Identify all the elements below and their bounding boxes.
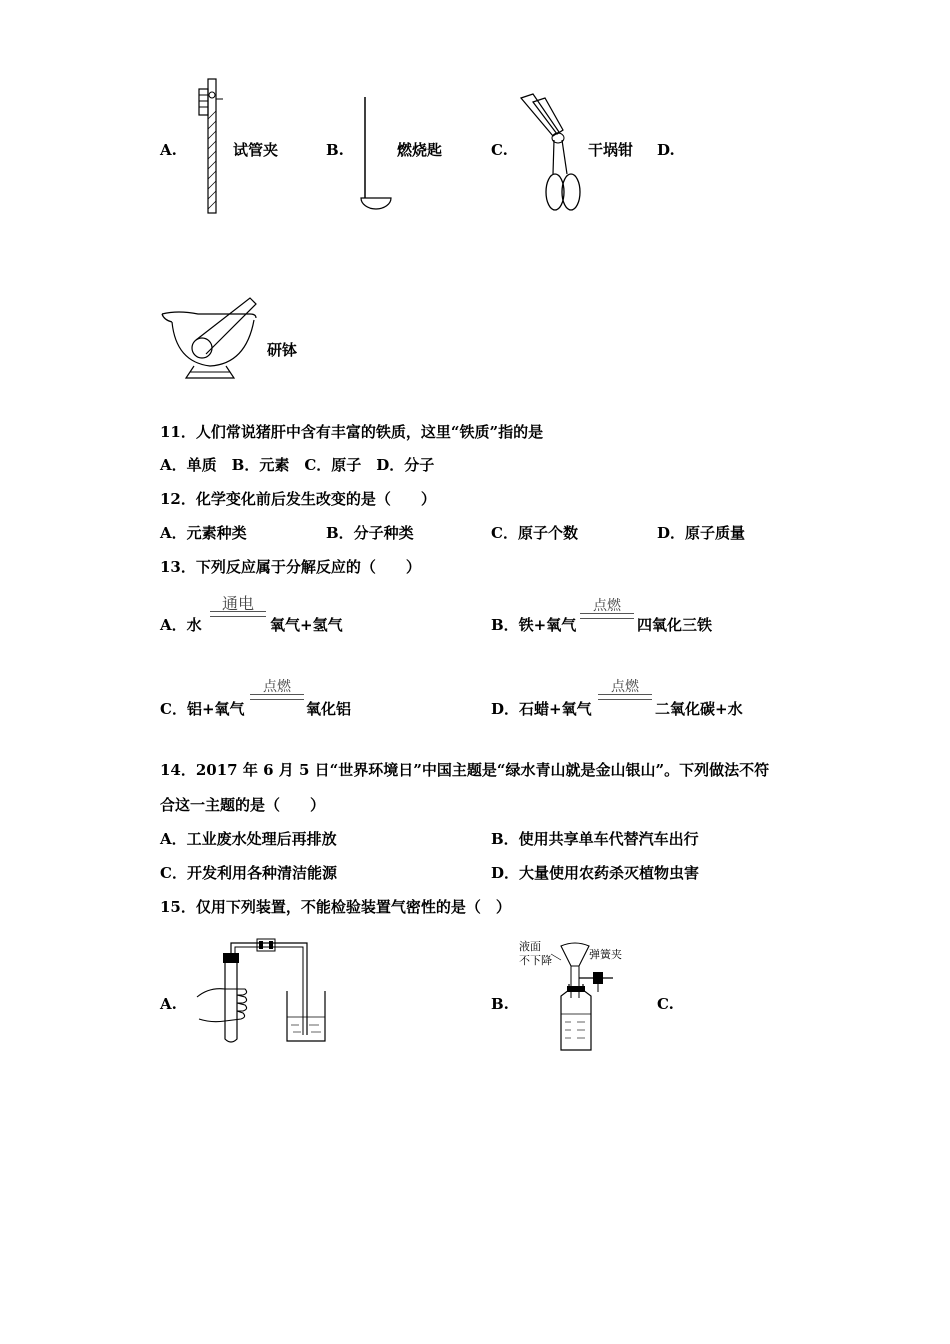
q10-option-c-letter: C.: [491, 141, 508, 159]
q15-option-b-note-line1: 液面: [519, 940, 541, 953]
q13-option-c-equals-sign: [250, 694, 304, 700]
q15-option-c-letter: C.: [657, 995, 674, 1013]
q13-option-a-equals-sign: [210, 611, 266, 617]
q13-option-d-reactants: D．石蜡+氧气: [491, 700, 592, 718]
q13-option-d-condition: 点燃: [611, 679, 639, 695]
q13-option-b-equals-sign: [580, 613, 634, 619]
q10-option-a-label: 试管夹: [233, 141, 279, 159]
q13-option-b-reactants: B．铁+氧气: [491, 616, 577, 634]
q13-option-c-reactants: C．铝+氧气: [160, 700, 245, 718]
q10-option-b-label: 燃烧匙: [397, 141, 443, 159]
crucible-tongs-illustration: [515, 92, 590, 217]
q15-stem: 15．仅用下列装置，不能检验装置气密性的是（ ）: [160, 898, 511, 916]
q13-option-a-products: 氧气+氢气: [270, 616, 343, 634]
q12-option-a: A．元素种类: [160, 524, 247, 542]
q15-option-b-note-line2: 不下降: [519, 954, 552, 967]
q10-option-d-letter: D.: [657, 141, 675, 159]
combustion-spoon-illustration: [355, 95, 395, 217]
q14-stem-line2: 合这一主题的是（ ）: [160, 796, 326, 814]
q11-stem: 11．人们常说猪肝中含有丰富的铁质，这里“铁质”指的是: [160, 423, 544, 441]
q10-option-a-letter: A.: [160, 141, 177, 159]
q15-option-a-letter: A.: [160, 995, 177, 1013]
q13-option-d-equals-sign: [598, 694, 652, 700]
hand-warmed-test-tube-apparatus: [195, 935, 330, 1047]
q14-option-a: A．工业废水处理后再排放: [160, 830, 337, 848]
mortar-and-pestle-illustration: [158, 292, 266, 387]
q15-option-b-letter: B.: [491, 995, 509, 1013]
q13-option-c-products: 氧化铝: [306, 700, 352, 718]
q10-option-d-label: 研钵: [267, 341, 298, 359]
q11-options: A．单质 B．元素 C．原子 D．分子: [160, 456, 435, 474]
test-tube-holder-illustration: [195, 75, 230, 217]
q14-option-c: C．开发利用各种清洁能源: [160, 864, 337, 882]
q10-option-b-letter: B.: [326, 141, 344, 159]
q13-stem: 13．下列反应属于分解反应的（ ）: [160, 558, 421, 576]
q13-option-a-condition: 通电: [221, 594, 254, 613]
q12-option-d: D．原子质量: [657, 524, 746, 542]
q13-option-b-condition: 点燃: [593, 598, 621, 614]
q13-option-a-reactants: A．水: [160, 616, 202, 634]
q15-option-b-clamp-label: 弹簧夹: [589, 948, 622, 961]
q14-stem-line1: 14．2017 年 6 月 5 日“世界环境日”中国主题是“绿水青山就是金山银山”。下列做法不符: [160, 761, 770, 779]
q13-option-d-products: 二氧化碳+水: [655, 700, 743, 718]
q12-option-b: B．分子种类: [326, 524, 414, 542]
q14-option-b: B．使用共享单车代替汽车出行: [491, 830, 699, 848]
separatory-funnel-bottle-apparatus: [515, 938, 633, 1056]
q12-option-c: C．原子个数: [491, 524, 578, 542]
q14-option-d: D．大量使用农药杀灭植物虫害: [491, 864, 700, 882]
q10-option-c-label: 干埚钳: [588, 141, 634, 159]
q12-stem: 12．化学变化前后发生改变的是（ ）: [160, 490, 436, 508]
q13-option-c-condition: 点燃: [263, 679, 291, 695]
q13-option-b-products: 四氧化三铁: [637, 616, 713, 634]
